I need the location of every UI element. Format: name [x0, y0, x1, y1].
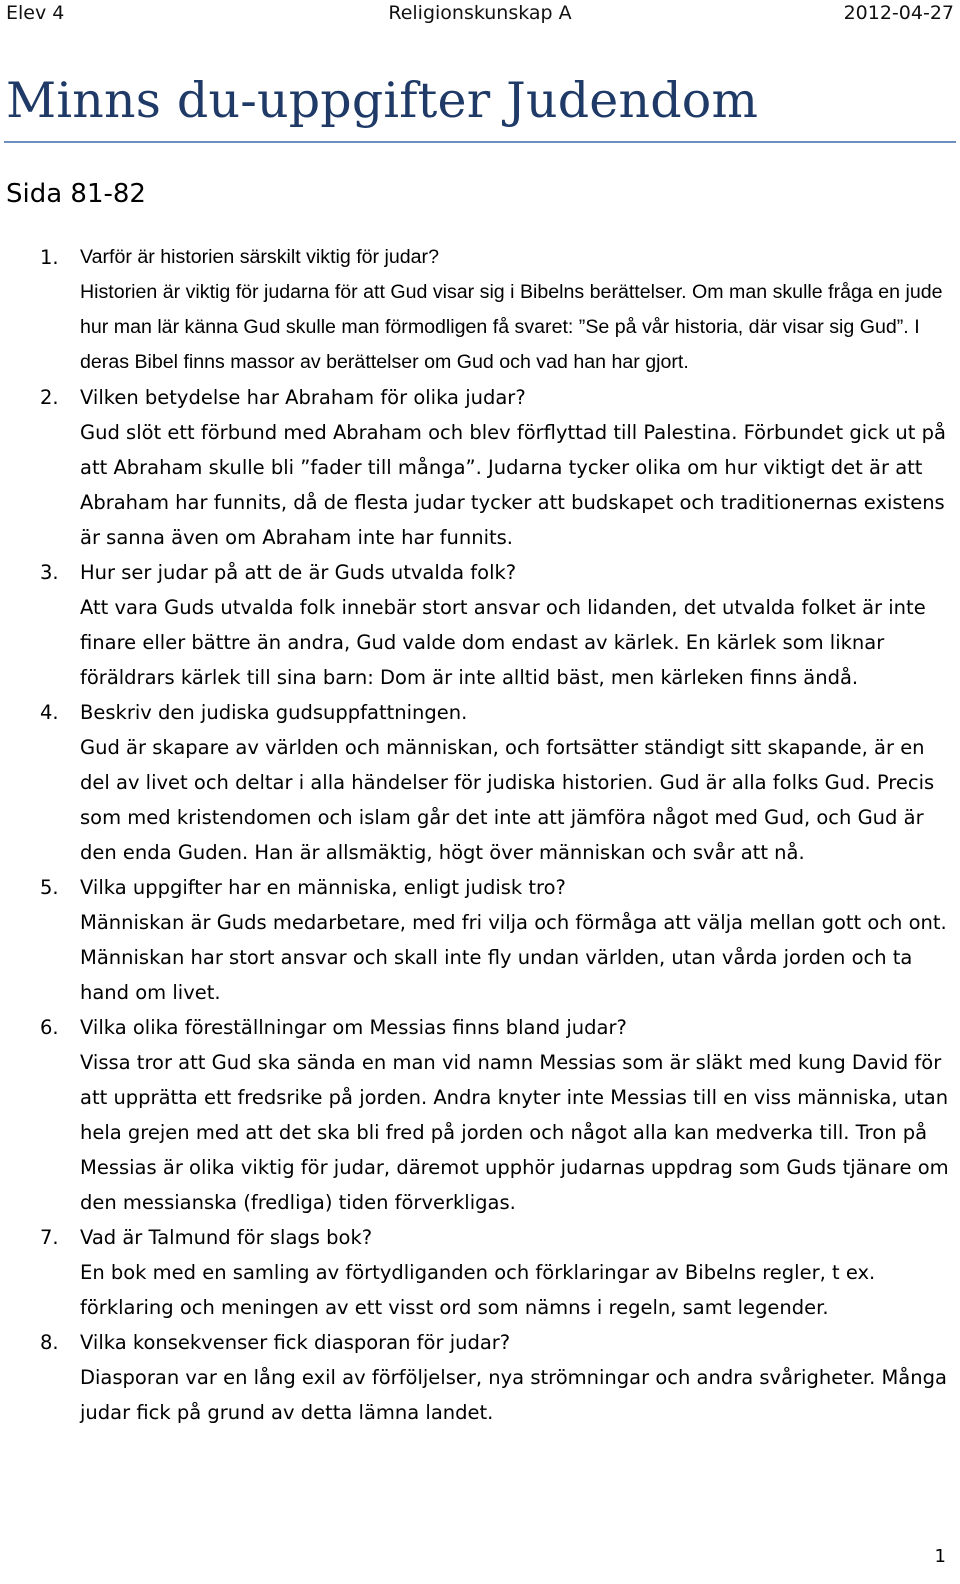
- answer-text: En bok med en samling av förtydliganden och förklaringar av Bibelns regler, t ex. förklaring och meningen av ett visst ord som nämns i regeln, samt legender.: [80, 1261, 876, 1319]
- item-number: 2.: [40, 386, 59, 409]
- answer-text: Gud slöt ett förbund med Abraham och blev förflyttad till Palestina. Förbundet gick ut på att Abraham skulle bli ”fader till många”. Judarna tycker olika om hur viktigt det är att Abraham har funnits, då de flesta judar tycker att budskapet och traditionernas existens är sanna även om Abraham inte har funnits.: [80, 421, 946, 549]
- answer-text: Att vara Guds utvalda folk innebär stort ansvar och lidanden, det utvalda folket är inte finare eller bättre än andra, Gud valde dom endast av kärlek. En kärlek som liknar föräldrars kärlek till sina barn: Dom är inte alltid bäst, men kärleken finns ändå.: [80, 596, 926, 689]
- question-text: Vilka olika föreställningar om Messias finns bland judar?: [80, 1016, 627, 1039]
- item-number: 6.: [40, 1016, 59, 1039]
- item-number: 8.: [40, 1331, 59, 1354]
- item-number: 7.: [40, 1226, 59, 1249]
- question-text: Hur ser judar på att de är Guds utvalda folk?: [80, 561, 517, 584]
- header-course: Religionskunskap A: [388, 2, 572, 24]
- list-item: [40, 1010, 952, 1220]
- page-header: [6, 0, 954, 30]
- header-date: 2012-04-27: [843, 2, 954, 24]
- item-number: 3.: [40, 561, 59, 584]
- answer-text: Gud är skapare av världen och människan, och fortsätter ständigt sitt skapande, är en del av livet och deltar i alla händelser för judiska historien. Gud är alla folks Gud. Precis som med kristendomen och islam går det inte att jämföra något med Gud, och Gud är den enda Guden. Han är allsmäktig, högt över människan och svår att nå.: [80, 736, 935, 864]
- question-list: [40, 240, 952, 1430]
- list-item: [40, 380, 952, 555]
- page-number: 1: [934, 1546, 946, 1567]
- question-text: Vilka uppgifter har en människa, enligt judisk tro?: [80, 876, 566, 899]
- question-text: Vad är Talmund för slags bok?: [80, 1226, 373, 1249]
- title-underline: [4, 141, 956, 143]
- header-student: Elev 4: [6, 2, 65, 24]
- answer-text: Vissa tror att Gud ska sända en man vid namn Messias som är släkt med kung David för att upprätta ett fredsrike på jorden. Andra knyter inte Messias till en viss människa, utan hela grejen med att det ska bli fred på jorden och något alla kan medverka till. Tron på Messias är olika viktig för judar, däremot upphör judarnas uppdrag som Guds tjänare om den messianska (fredliga) tiden förverkligas.: [80, 1051, 949, 1214]
- question-text: Vilka konsekvenser fick diasporan för judar?: [80, 1331, 511, 1354]
- document-title: Minns du-uppgifter Judendom: [6, 72, 759, 129]
- answer-text: Historien är viktig för judarna för att Gud visar sig i Bibelns berättelser. Om man skulle fråga en jude hur man lär känna Gud skulle man förmodligen få svaret: ”Se på vår historia, där visar sig Gud”. I deras Bibel finns massor av berättelser om Gud och vad han har gjort.: [80, 281, 943, 373]
- question-text: Beskriv den judiska gudsuppfattningen.: [80, 701, 468, 724]
- item-number: 4.: [40, 701, 59, 724]
- question-text: Vilken betydelse har Abraham för olika judar?: [80, 386, 526, 409]
- item-number: 5.: [40, 876, 59, 899]
- question-text: Varför är historien särskilt viktig för judar?: [80, 246, 439, 268]
- list-item: [40, 1325, 952, 1430]
- page-range-heading: Sida 81-82: [6, 179, 146, 209]
- list-item: [40, 240, 952, 380]
- list-item: [40, 695, 952, 870]
- item-number: 1.: [40, 246, 59, 269]
- answer-text: Diasporan var en lång exil av förföljelser, nya strömningar och andra svårigheter. Många judar fick på grund av detta lämna landet.: [80, 1366, 947, 1424]
- list-item: [40, 870, 952, 1010]
- list-item: [40, 1220, 952, 1325]
- answer-text: Människan är Guds medarbetare, med fri vilja och förmåga att välja mellan gott och ont. Människan har stort ansvar och skall inte fly undan världen, utan vårda jorden och ta hand om livet.: [80, 911, 947, 1004]
- list-item: [40, 555, 952, 695]
